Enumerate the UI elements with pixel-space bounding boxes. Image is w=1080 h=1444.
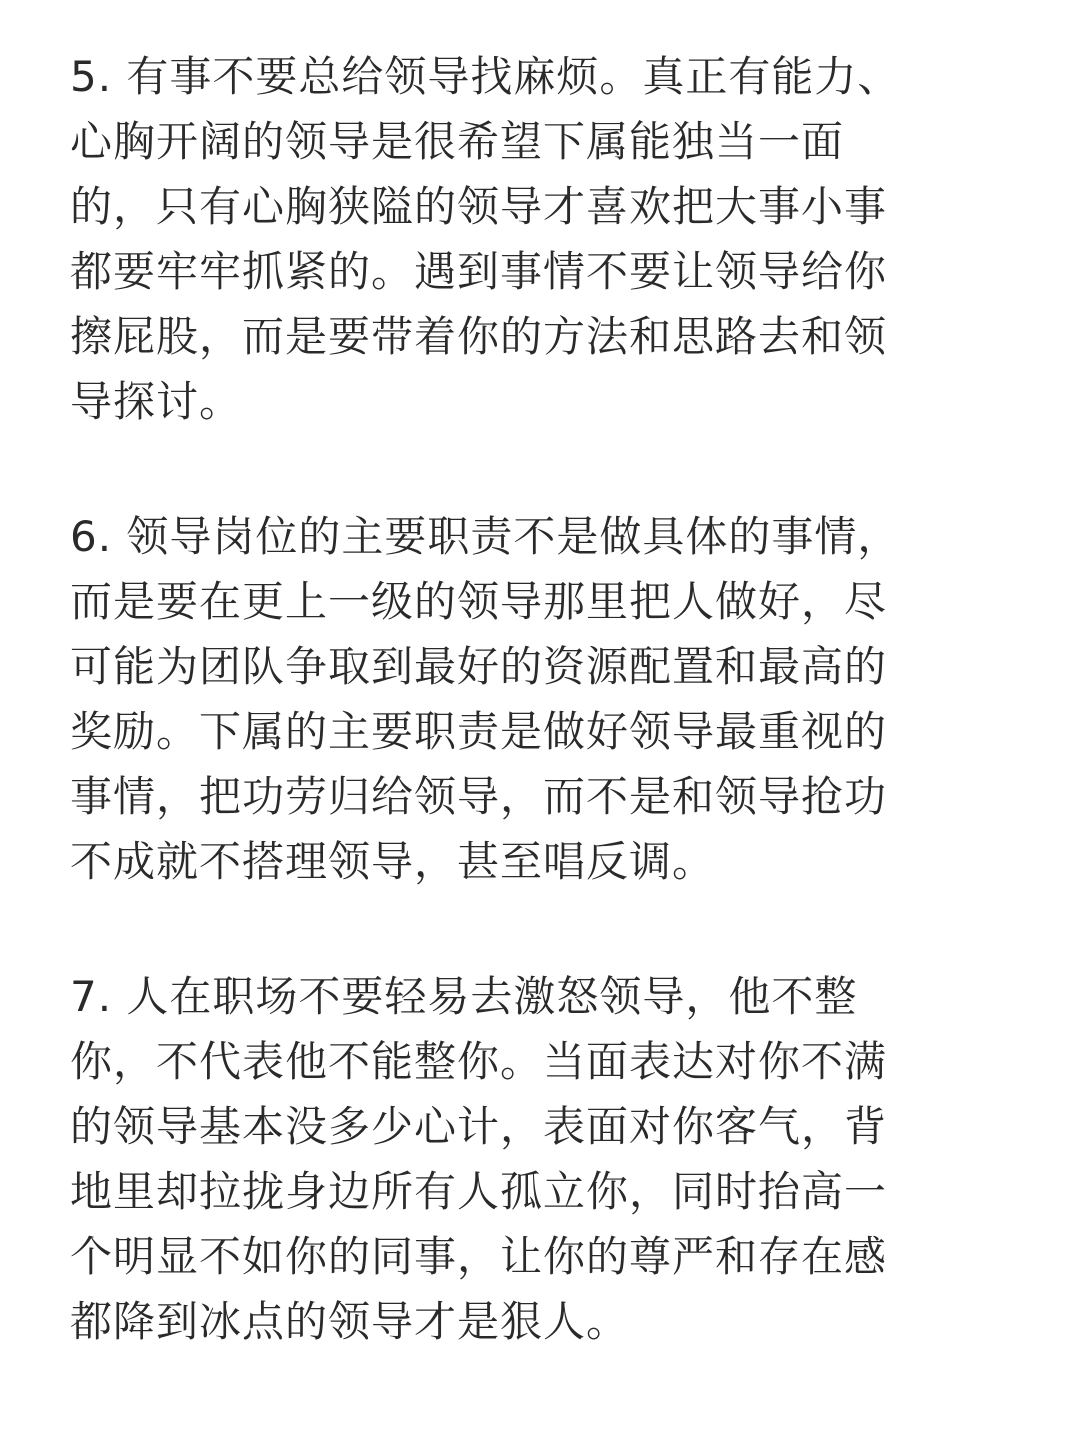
text-line: 而是要在更上一级的领导那里把人做好，尽 xyxy=(70,577,888,626)
text-line: 不成就不搭理领导，甚至唱反调。 xyxy=(70,837,716,886)
text-line: 都降到冰点的领导才是狠人。 xyxy=(70,1297,630,1346)
text-line: 7. 人在职场不要轻易去激怒领导，他不整 xyxy=(70,972,858,1021)
text-line: 5. 有事不要总给领导找麻烦。真正有能力、 xyxy=(70,52,901,101)
text-line: 擦屁股，而是要带着你的方法和思路去和领 xyxy=(70,312,888,361)
paragraph-7 xyxy=(70,964,1010,1354)
paragraph-5 xyxy=(70,44,1010,434)
text-line: 导探讨。 xyxy=(70,377,243,426)
paragraph-6 xyxy=(70,504,1010,894)
article-body xyxy=(70,44,1010,1354)
text-line: 奖励。下属的主要职责是做好领导最重视的 xyxy=(70,707,888,756)
text-line: 都要牢牢抓紧的。遇到事情不要让领导给你 xyxy=(70,247,888,296)
text-line: 的领导基本没多少心计，表面对你客气，背 xyxy=(70,1102,888,1151)
text-line: 事情，把功劳归给领导，而不是和领导抢功 xyxy=(70,772,888,821)
text-line: 6. 领导岗位的主要职责不是做具体的事情， xyxy=(70,512,901,561)
text-line: 可能为团队争取到最好的资源配置和最高的 xyxy=(70,642,888,691)
paragraph-spacer xyxy=(70,894,1010,964)
text-line: 心胸开阔的领导是很希望下属能独当一面 xyxy=(70,117,845,166)
paragraph-spacer xyxy=(70,434,1010,504)
text-line: 地里却拉拢身边所有人孤立你，同时抬高一 xyxy=(70,1167,888,1216)
text-line: 个明显不如你的同事，让你的尊严和存在感 xyxy=(70,1232,888,1281)
text-line: 你，不代表他不能整你。当面表达对你不满 xyxy=(70,1037,888,1086)
text-line: 的，只有心胸狭隘的领导才喜欢把大事小事 xyxy=(70,182,888,231)
